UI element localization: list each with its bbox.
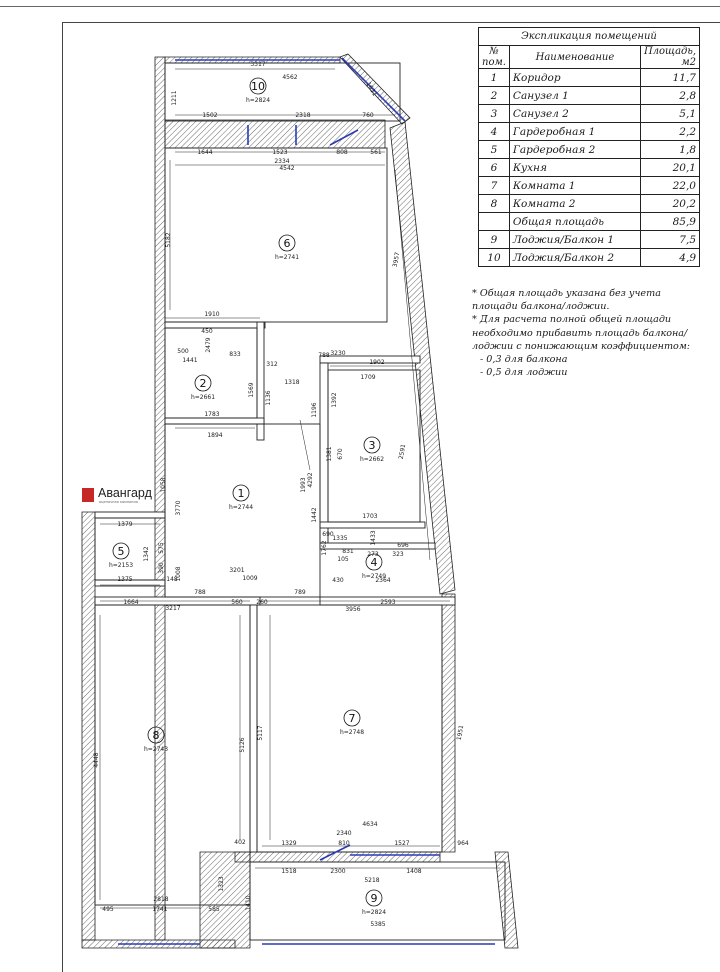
- note-2: * Для расчета полной общей площади необходимо прибавить площадь балкона/лоджии с понижающим коэффициентом:: [472, 314, 691, 352]
- dimension-label: 450: [201, 328, 213, 335]
- dimension-label: 4634: [362, 821, 378, 828]
- dimension-label: 1335: [332, 535, 348, 542]
- dimension-label: 1318: [284, 379, 300, 386]
- dimension-label: 1342: [143, 546, 150, 562]
- dimension-label: 4542: [279, 165, 295, 172]
- ward5-wall-top: [95, 512, 165, 518]
- row-num: 3: [479, 105, 510, 123]
- dimension-label: 390: [158, 562, 165, 574]
- dimension-label: 1709: [360, 374, 376, 381]
- row-name: Санузел 1: [509, 87, 640, 105]
- bath3-bottom-wall: [320, 522, 425, 528]
- row-num: 8: [479, 195, 510, 213]
- dimension-label: 1196: [311, 402, 318, 418]
- header-name: Наименование: [509, 46, 640, 69]
- dimension-label: 1008: [175, 566, 182, 582]
- dimension-label: 788: [318, 352, 330, 359]
- balcony9-wall: [235, 852, 440, 862]
- rooms-divider: [250, 605, 257, 852]
- dimension-label: 789: [294, 589, 306, 596]
- dimension-label: 575: [158, 542, 165, 554]
- dimension-label: 1433: [370, 530, 377, 546]
- dimension-label: 1703: [362, 513, 378, 520]
- dimension-label: 5385: [370, 921, 386, 928]
- row-name: Кухня: [509, 159, 640, 177]
- row-area: 2,8: [640, 87, 699, 105]
- row-num: 7: [479, 177, 510, 195]
- dimension-label: 3957: [391, 251, 402, 268]
- row-name: Гардеробная 2: [509, 141, 640, 159]
- dimension-label: 1408: [406, 868, 422, 875]
- dimension-label: 2479: [205, 337, 212, 353]
- room-height: h=2743: [143, 746, 169, 753]
- dimension-label: 402: [234, 839, 246, 846]
- dimension-label: 5218: [364, 877, 380, 884]
- room-number: 4: [370, 556, 378, 569]
- room-height: h=2741: [274, 254, 300, 261]
- row-area: 4,9: [640, 249, 699, 267]
- dimension-label: 273: [367, 551, 379, 558]
- dimension-label: 1569: [248, 382, 255, 398]
- dimension-label: 5126: [239, 737, 246, 753]
- row-area: 2,2: [640, 123, 699, 141]
- dimension-label: 1136: [265, 390, 272, 406]
- dimension-label: 670: [337, 448, 344, 460]
- room-label: [229, 485, 253, 511]
- dimension-label: 4292: [307, 472, 314, 488]
- row-num: 6: [479, 159, 510, 177]
- dimension-label: 1644: [197, 149, 213, 156]
- row-num: 9: [479, 231, 510, 249]
- dimension-label: 4562: [282, 74, 298, 81]
- dimension-label: 260: [256, 599, 268, 606]
- row-name: Общая площадь: [509, 213, 640, 231]
- dimension-label: 760: [362, 112, 374, 119]
- row-name: Комната 2: [509, 195, 640, 213]
- row-area: 7,5: [640, 231, 699, 249]
- room-number: 2: [199, 377, 207, 390]
- dimension-label: 1762: [321, 540, 328, 556]
- dimension-label: 1902: [369, 359, 385, 366]
- dimension-label: 810: [338, 840, 350, 847]
- table-row: [479, 105, 700, 123]
- dimension-label: 1441: [182, 357, 198, 364]
- row-area: 20,1: [640, 159, 699, 177]
- dimension-label: 1375: [117, 576, 133, 583]
- room-label: [362, 890, 386, 916]
- table-row: [479, 213, 700, 231]
- dimension-label: 2364: [375, 577, 391, 584]
- room-number: 7: [348, 712, 356, 725]
- interior-walls: [95, 322, 455, 852]
- balcony-wall-right: [495, 852, 518, 948]
- dimension-label: 105: [337, 556, 349, 563]
- ward4-wall: [320, 543, 435, 549]
- right-wall-lower: [442, 594, 455, 852]
- dimension-label: 1058: [160, 477, 167, 493]
- row-area: 85,9: [640, 213, 699, 231]
- row-name: Коридор: [509, 69, 640, 87]
- dimension-label: 1379: [117, 521, 133, 528]
- row-area: 1,8: [640, 141, 699, 159]
- dimension-label: 1442: [311, 507, 318, 523]
- dimension-label: 1009: [242, 575, 258, 582]
- dimension-label: 500: [177, 348, 189, 355]
- room-number: 8: [152, 729, 160, 742]
- row-name: Комната 1: [509, 177, 640, 195]
- row-num: 5: [479, 141, 510, 159]
- room-number: 10: [251, 80, 265, 93]
- row-area: 20,2: [640, 195, 699, 213]
- dimension-label: 1329: [281, 840, 297, 847]
- dimension-label: 964: [457, 840, 469, 847]
- dimension-label: 2318: [295, 112, 311, 119]
- dimension-label: 1783: [204, 411, 220, 418]
- dimension-label: 3956: [345, 606, 361, 613]
- dimension-label: 788: [194, 589, 206, 596]
- dimension-label: 2818: [153, 896, 169, 903]
- table-row: [479, 69, 700, 87]
- dimension-label: 696: [397, 542, 409, 549]
- pillar-bottom: [200, 852, 250, 948]
- dimension-label: 3770: [175, 500, 182, 516]
- room-label: [275, 235, 299, 261]
- row-name: Гардеробная 1: [509, 123, 640, 141]
- room-height: h=2748: [339, 729, 365, 736]
- exterior-walls: [82, 54, 518, 948]
- dimension-label: 1631: [364, 80, 379, 98]
- dimension-label: 2591: [397, 443, 408, 460]
- dimension-label: 561: [370, 149, 382, 156]
- kitchen-bottom-wall-left: [165, 322, 265, 328]
- room-number: 5: [117, 545, 125, 558]
- table-body: [479, 69, 700, 267]
- bath2-bottom-wall: [165, 418, 264, 424]
- dimension-label: 1410: [245, 895, 252, 911]
- table-row: [479, 249, 700, 267]
- room-height: h=2744: [228, 504, 254, 511]
- room-height: h=2661: [190, 394, 216, 401]
- table-row: [479, 177, 700, 195]
- notes: [472, 287, 694, 379]
- table-row: [479, 123, 700, 141]
- room-number: 3: [368, 439, 376, 452]
- dimension-label: 1502: [202, 112, 218, 119]
- dimension-label: 1527: [394, 840, 410, 847]
- dimension-label: 2340: [336, 830, 352, 837]
- dimension-label: 5117: [257, 725, 264, 741]
- dimension-label: 1211: [171, 90, 178, 106]
- table-title: Экспликация помещений: [479, 28, 700, 46]
- dimension-label: 690: [322, 531, 334, 538]
- outline-kitchen: [165, 148, 387, 322]
- logo-subtitle: оценочная компания: [99, 500, 138, 504]
- row-num: 1: [479, 69, 510, 87]
- room-height: h=2662: [359, 456, 385, 463]
- dimension-label: 1910: [204, 311, 220, 318]
- dimension-label: 585: [208, 906, 220, 913]
- dimension-label: 1741: [152, 906, 168, 913]
- dimension-label: 4448: [93, 752, 100, 768]
- row-num: [479, 213, 510, 231]
- room-number: 6: [283, 237, 291, 250]
- dimension-label: 3317: [250, 61, 266, 68]
- dimension-label: 1392: [331, 392, 338, 408]
- dimension-label: 1894: [207, 432, 223, 439]
- note-4: - 0,5 для лоджии: [480, 367, 568, 379]
- row-num: 4: [479, 123, 510, 141]
- dimension-label: 833: [229, 351, 241, 358]
- room-height: h=2153: [108, 562, 134, 569]
- row-name: Лоджия/Балкон 1: [509, 231, 640, 249]
- row-num: 2: [479, 87, 510, 105]
- dimension-label: 1323: [218, 876, 225, 892]
- table-row: [479, 159, 700, 177]
- room-label: [191, 375, 215, 401]
- room-label: [340, 710, 364, 736]
- dimension-label: 1381: [326, 446, 333, 462]
- dimension-label: 3201: [229, 567, 245, 574]
- dimension-label: 831: [342, 548, 354, 555]
- dimension-label: 1951: [455, 724, 466, 741]
- row-num: 10: [479, 249, 510, 267]
- row-area: 5,1: [640, 105, 699, 123]
- left-wall-bottom: [82, 512, 95, 940]
- dimension-label: 1664: [123, 599, 139, 606]
- room-number: 9: [370, 892, 378, 905]
- table-row: [479, 231, 700, 249]
- room-label: [360, 437, 384, 463]
- row-area: 22,0: [640, 177, 699, 195]
- row-name: Лоджия/Балкон 2: [509, 249, 640, 267]
- room-height: h=2749: [361, 573, 387, 580]
- dimension-label: 1523: [272, 149, 288, 156]
- table-row: [479, 141, 700, 159]
- row-area: 11,7: [640, 69, 699, 87]
- logo-name: Авангард: [98, 486, 152, 500]
- dimension-label: 1993: [300, 477, 307, 493]
- header-num: № пом.: [479, 46, 510, 69]
- note-3: - 0,3 для балкона: [480, 354, 568, 366]
- dimension-label: 312: [266, 361, 278, 368]
- logo-mark: [82, 488, 94, 502]
- dimension-label: 148: [166, 576, 178, 583]
- dimension-label: 2300: [330, 868, 346, 875]
- dimension-label: 1518: [281, 868, 297, 875]
- dimension-label: 5182: [165, 232, 172, 248]
- room-height: h=2824: [245, 97, 271, 104]
- dimension-label: 495: [102, 906, 114, 913]
- room-height: h=2824: [361, 909, 387, 916]
- table-row: [479, 87, 700, 105]
- note-1: * Общая площадь указана без учета площади балкона/лоджии.: [472, 288, 661, 313]
- header-area: Площадь, м2: [640, 46, 699, 69]
- dimension-label: 560: [231, 599, 243, 606]
- dimension-label: 3230: [330, 350, 346, 357]
- dimension-label: 2593: [380, 599, 396, 606]
- row-name: Санузел 2: [509, 105, 640, 123]
- dimension-label: 3217: [165, 605, 181, 612]
- room-number: 1: [237, 487, 245, 500]
- rooms-explication-table: [478, 27, 700, 267]
- dimension-label: 430: [332, 577, 344, 584]
- table-row: [479, 195, 700, 213]
- dimension-label: 323: [392, 551, 404, 558]
- room-label: [246, 78, 270, 104]
- room-label: [109, 543, 133, 569]
- dimension-label: 808: [336, 149, 348, 156]
- dimension-label: 2334: [274, 158, 290, 165]
